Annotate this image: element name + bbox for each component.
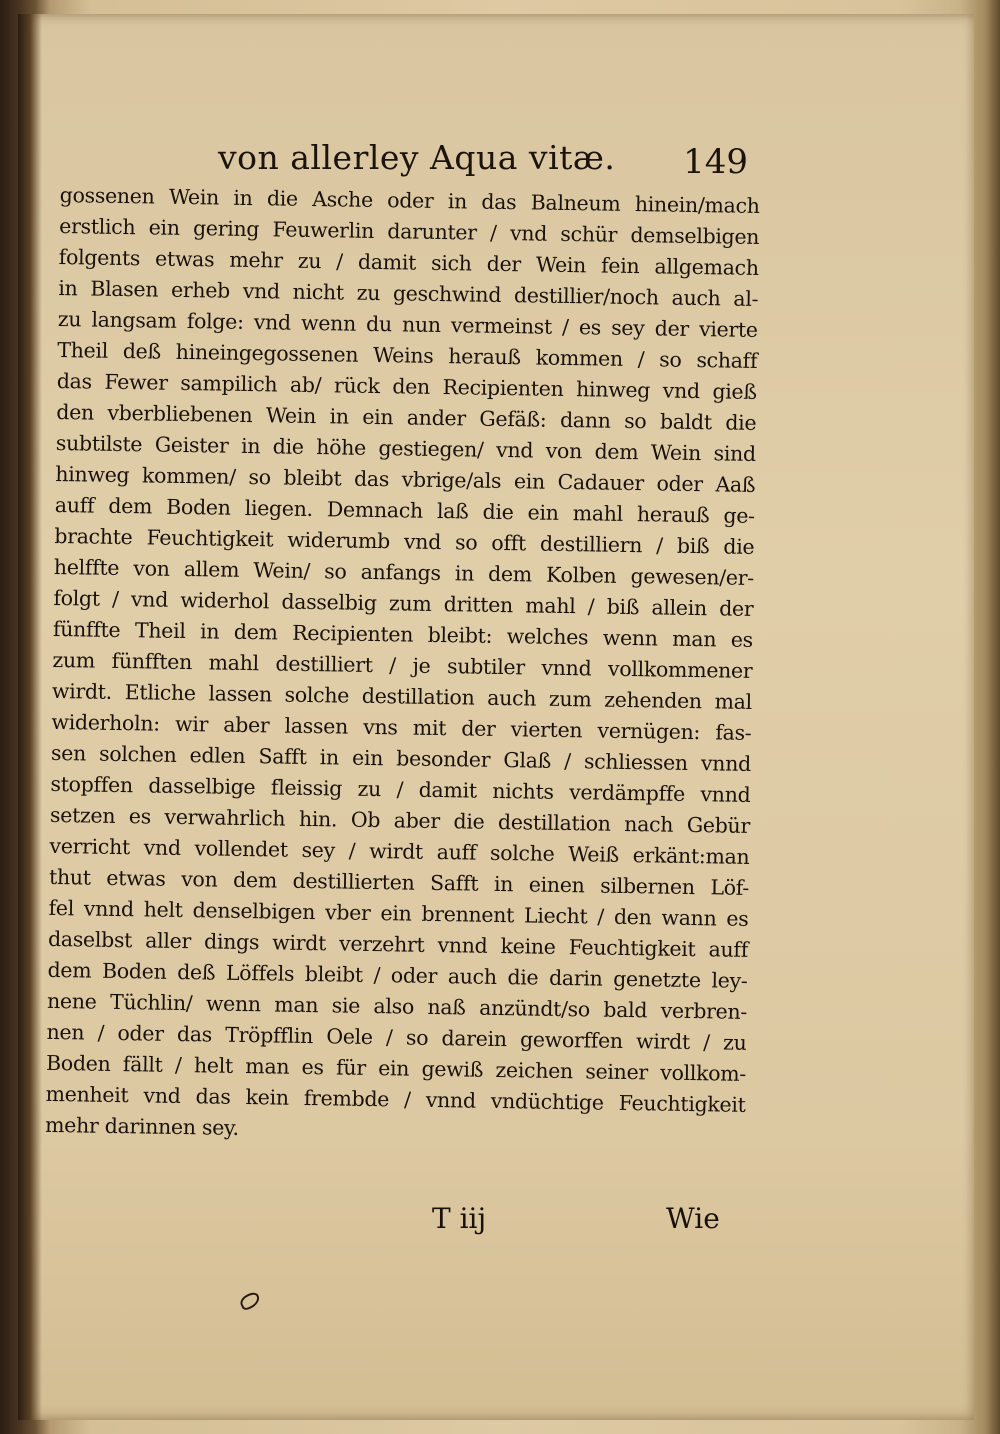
text-line: widerholn: wir aber lassen vns mit der vierten vernügen: fas-	[51, 709, 752, 745]
text-line: nen / oder das Tröpfflin Oele / so darein geworffen wirdt / zu	[46, 1019, 747, 1055]
text-line: fel vnnd helt denselbigen vber ein brennent Liecht / den wann es	[48, 895, 749, 931]
text-line: hinweg kommen/ so bleibt das vbrige/als ein Cadauer oder Aaß	[55, 461, 756, 497]
text-line: wirdt. Etliche lassen solche destillation auch zum zehenden mal	[51, 678, 753, 714]
text-line: den vberbliebenen Wein in ein ander Gefäß: dann so baldt die	[56, 399, 757, 435]
text-line: Theil deß hineingegossenen Weins herauß kommen / so schaff	[57, 337, 758, 373]
text-line: das Fewer sampilich ab/ rück den Recipienten hinweg vnd gieß	[56, 368, 757, 404]
page-footer	[418, 1202, 738, 1242]
text-line: folgents etwas mehr zu / damit sich der Wein fein allgemach	[58, 244, 759, 280]
running-title: von allerley Aqua vitæ.	[218, 138, 616, 177]
text-line: zu langsam folge: vnd wenn du nun vermeinst / es sey der vierte	[57, 306, 758, 342]
text-line: fünffte Theil in dem Recipienten bleibt: welches wenn man es	[52, 616, 754, 652]
text-line: folgt / vnd widerhol dasselbig zum dritten mahl / biß allein der	[53, 585, 754, 621]
text-line: Boden fällt / helt man es für ein gewiß zeichen seiner vollkom-	[45, 1050, 747, 1086]
ink-blot-mark	[238, 1290, 262, 1311]
text-line: zum fünfften mahl destilliert / je subtiler vnnd vollkommener	[52, 647, 753, 683]
text-line: gossenen Wein in die Asche oder in das Balneum hinein/mach	[59, 182, 760, 218]
text-line: stopffen dasselbige fleissig zu / damit nichts verdämpffe vnnd	[50, 771, 751, 807]
text-line: subtilste Geister in die höhe gestiegen/ vnd von dem Wein sind	[55, 430, 756, 466]
text-line: sen solchen edlen Safft in ein besonder Glaß / schliessen vnnd	[50, 740, 752, 776]
page-header	[218, 128, 748, 188]
text-line: setzen es verwahrlich hin. Ob aber die destillation nach Gebür	[49, 802, 751, 838]
binding-gutter	[18, 14, 42, 1420]
text-line: auff dem Boden liegen. Demnach laß die ein mahl herauß ge-	[54, 492, 755, 528]
text-line: brachte Feuchtigkeit widerumb vnd so offt destilliern / biß die	[54, 523, 755, 559]
text-line: nene Tüchlin/ wenn man sie also naß anzündt/so bald verbren-	[46, 988, 748, 1024]
text-line: verricht vnd vollendet sey / wirdt auff solche Weiß erkänt:man	[49, 833, 750, 869]
text-line: erstlich ein gering Feuwerlin darunter / vnd schür demselbigen	[59, 213, 760, 249]
text-line-last: mehr darinnen sey.	[44, 1112, 240, 1140]
text-line: dem Boden deß Löffels bleibt / oder auch die darin genetzte ley-	[47, 957, 748, 993]
page-number: 149	[683, 142, 748, 182]
catchword: Wie	[666, 1202, 720, 1235]
body-text	[45, 180, 760, 1152]
text-line: menheit vnd das kein frembde / vnnd vndüchtige Feuchtigkeit	[45, 1081, 746, 1117]
signature-mark: T iij	[432, 1202, 487, 1235]
text-line: in Blasen erheb vnd nicht zu geschwind destillier/noch auch al-	[58, 275, 759, 311]
book-page	[18, 14, 974, 1420]
text-line: helffte von allem Wein/ so anfangs in dem Kolben gewesen/er-	[53, 554, 755, 590]
text-line: daselbst aller dings wirdt verzehrt vnnd keine Feuchtigkeit auff	[47, 926, 749, 962]
text-line: thut etwas von dem destillierten Safft in einen silbernen Löf-	[48, 864, 750, 900]
